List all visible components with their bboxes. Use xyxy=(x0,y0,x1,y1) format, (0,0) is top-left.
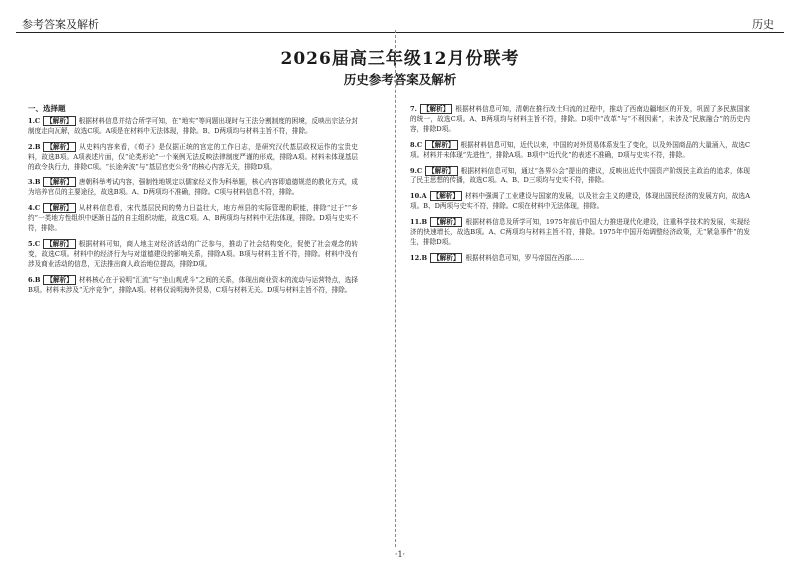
question-number: 4. xyxy=(28,204,35,213)
question-number: 5. xyxy=(28,239,35,248)
analysis-text: 根据材料可知，商人地主对经济活动的广泛参与，推动了社会结构变化，促使了社会观念的转变，故选C项。材料中的经济行为与对道德建设的影响关系，排除A项。B项与材料主旨不符，排除。材料中没有涉及商业活动的信息，无法推出商人政治地位提高，排除D项。 xyxy=(28,239,358,268)
analysis-text: 唐朝科举考试内容，强制性地规定以儒家经义作为科举题，核心内容即道德规范的教化方式，成为培养官员的主要途径，故选B项。A、D两项均不准确，排除。C项与材料信息不符，排除。 xyxy=(28,178,358,197)
analysis-text: 根据材料信息并结合所学可知，在“地实”等问题出现时与王法分割制度的困境，反映出宗法分封制度走向瓦解，故选C项。A项是在材料中无法体现，排除。B、D两项均与材料主旨不符，排除。 xyxy=(28,116,358,135)
analysis-text: 材料中强调了工业建设与国家的发展，以及社会主义的建设，体现出国民经济的发展方向，故选A项。B、D两项与史实不符，排除。C项在材料中无法体现，排除。 xyxy=(410,192,750,211)
question-number: 9. xyxy=(410,166,417,175)
column-divider xyxy=(395,30,396,547)
analysis-text: 根据材料信息可知，清朝在推行改土归流的过程中，推动了西南边疆地区的开发，巩固了多民族国家的统一，故选C项。A、B两项均与材料主旨不符，排除。D项中“改革”与“不利因素”，未涉及“民族融合”的历史内容，排除D项。 xyxy=(410,105,750,133)
analysis-tag: 【解析】 xyxy=(425,140,457,150)
answer-letter: A xyxy=(421,192,427,201)
answer-letter: C xyxy=(34,116,41,125)
question-number: 12. xyxy=(410,253,422,262)
question-number: 2. xyxy=(28,142,35,151)
question-item xyxy=(410,166,750,187)
analysis-tag: 【解析】 xyxy=(430,253,462,263)
analysis-tag: 【解析】 xyxy=(43,177,75,187)
page-title: 2026届高三年级12月份联考 xyxy=(280,49,520,69)
question-item xyxy=(28,275,358,296)
question-number: 3. xyxy=(28,178,35,187)
analysis-text: 从材料信息看，宋代基层民间的势力日益壮大，地方州县的实际管理的职能，排除“过于”“乡约”一类地方性组织中逐渐日益的自主组织功能，故选C项。A、B两项均与材料中无法体现，排除。D项与史实不符，排除。 xyxy=(28,204,358,233)
question-number: 8. xyxy=(410,140,417,149)
section-heading: 一、选择题 xyxy=(28,104,66,113)
right-question-list xyxy=(410,104,750,264)
analysis-text: 从史料内容来看，《荀子》是仅据正统的宫定的工作日志，是研究汉代基层政权运作的宝贵史料，故选B项。A项表述片面，仅“论类形论”一个案例无法反映法律制度严谨的形成，排除A项。材料未体现基层的政令执行力，排除C项。“长途奔波”与“基层官吏公务”的核心内容无关，排除D项。 xyxy=(28,142,358,171)
answer-letter: C xyxy=(34,204,41,213)
answer-letter: B xyxy=(421,218,428,227)
header-left-label: 参考答案及解析 xyxy=(22,18,99,31)
answer-letter: B xyxy=(34,178,41,187)
page-number: ·1· xyxy=(394,550,406,559)
analysis-tag: 【解析】 xyxy=(420,104,452,114)
analysis-text: 根据材料信息可知，罗马帝国在西部…… xyxy=(465,253,585,262)
analysis-tag: 【解析】 xyxy=(430,191,462,201)
answer-letter: C xyxy=(34,239,41,248)
right-column xyxy=(410,104,750,269)
question-item xyxy=(28,239,358,270)
analysis-tag: 【解析】 xyxy=(43,142,75,152)
question-item xyxy=(410,104,750,135)
analysis-text: 根据材料信息及所学可知，1975年前后中国大力推进现代化建设，注重科学技术的发展，实现经济的快速增长，故选B项。A、C两项均与材料主旨不符，排除。1975年中国开始调整经济政策，无“紧急事件”的发生，排除D项。 xyxy=(410,218,750,246)
question-item xyxy=(410,253,750,264)
question-number: 10. xyxy=(410,192,422,201)
answer-letter: C xyxy=(416,166,423,175)
answer-letter: B xyxy=(34,275,41,284)
analysis-tag: 【解析】 xyxy=(425,166,457,176)
left-question-list xyxy=(28,116,358,296)
answer-letter: C xyxy=(416,140,423,149)
page-header xyxy=(16,14,784,33)
analysis-tag: 【解析】 xyxy=(430,217,462,227)
analysis-text: 根据材料信息可知，通过“各界公会”提出的建议，反映出近代中国资产阶级民主政治的追求，体现了民主思想的传播，故选C项。A、B、D三项均与史实不符，排除。 xyxy=(410,166,750,185)
analysis-tag: 【解析】 xyxy=(43,203,75,213)
answer-letter: B xyxy=(34,142,41,151)
analysis-tag: 【解析】 xyxy=(43,275,75,285)
question-number: 1. xyxy=(28,116,35,125)
question-item xyxy=(410,191,750,212)
analysis-tag: 【解析】 xyxy=(43,116,75,126)
header-subject-label: 历史 xyxy=(752,18,774,31)
question-number: 11. xyxy=(410,218,422,227)
question-item xyxy=(28,203,358,234)
analysis-text: 材料核心在于说明“汇流”与“坐山观虎斗”之间的关系，体现出商业资本的流动与运营特点，选择B项。材料未涉及“无序竞争”，排除A项。材料仅说明海外贸易，C项与材料无关。D项与材料主旨不符，排除。 xyxy=(28,275,358,294)
question-item xyxy=(410,140,750,161)
question-number: 6. xyxy=(28,275,35,284)
analysis-text: 根据材料信息可知，近代以来，中国的对外贸易体系发生了变化，以及外国商品的大量涌入，故选C项。材料并未体现“先进性”，排除A项。B项中“近代化”的表述不准确，D项与史实不符，排除。 xyxy=(410,140,750,159)
question-item xyxy=(28,177,358,198)
question-item xyxy=(410,217,750,248)
left-column xyxy=(28,104,358,301)
question-item xyxy=(28,142,358,173)
question-number: 7. xyxy=(410,105,417,113)
answer-letter: B xyxy=(421,253,428,262)
page-subtitle: 历史参考答案及解析 xyxy=(343,72,457,87)
analysis-tag: 【解析】 xyxy=(43,239,75,249)
question-item xyxy=(28,116,358,137)
